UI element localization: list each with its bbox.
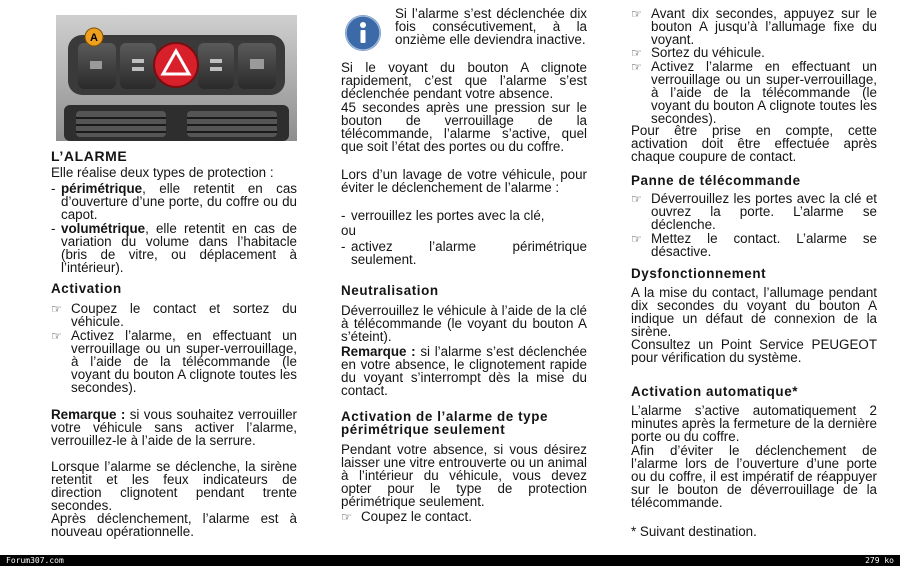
reset-text: Après déclenchement, l’alarme est à nouveau opérationnelle.	[51, 511, 297, 539]
pointer-icon: ☞	[631, 46, 642, 60]
desc-perimeter: , elle retentit en cas d’ouverture d’une porte, du coffre ou du capot.	[61, 181, 297, 222]
pointer-icon: ☞	[341, 510, 352, 524]
neutral-text: Déverrouillez le véhicule à l’aide de la clé à télécommande (le voyant du bouton A s’éteint).	[341, 303, 587, 344]
footnote: * Suivant destination.	[631, 524, 757, 539]
section-title-remote-failure: Panne de télécommande	[631, 173, 801, 188]
perimeter-step-1: ☞ Coupez le contact.	[341, 509, 472, 524]
pointer-icon: ☞	[51, 302, 62, 316]
pointer-icon: ☞	[631, 60, 642, 74]
protection-item-perimeter: - périmétrique, elle retentit en cas d’ouverture d’une porte, du coffre ou du capot.	[51, 181, 297, 222]
section-title-neutralisation: Neutralisation	[341, 283, 439, 298]
wash-text: Lors d’un lavage de votre véhicule, pour éviter le déclenchement de l’alarme :	[341, 167, 587, 195]
pointer-icon: ☞	[631, 192, 642, 206]
malfunction-text: A la mise du contact, l’allumage pendant dix secondes du voyant du bouton A indique un défaut de connexion de la sirène.	[631, 285, 877, 339]
desc-volume: , elle retentit en cas de variation du volume dans l’habitacle (bris de vitre, ou déplacement à l’intérieur).	[61, 221, 297, 275]
console-illustration	[56, 15, 297, 141]
protection-item-volume: - volumétrique, elle retentit en cas de variation du volume dans l’habitacle (bris de vitre, ou déplacement à l’intérieur).	[51, 221, 297, 275]
console-photo	[56, 15, 297, 141]
section-title-alarm: L’ALARME	[51, 148, 128, 164]
pointer-icon: ☞	[51, 329, 62, 343]
blink-text: Si le voyant du bouton A clignote rapidement, c’est que l’alarme s’est déclenchée pendant votre absence.	[341, 60, 587, 101]
auto-activation-text: L’alarme s’active automatiquement 2 minutes après la fermeture de la dernière porte ou du coffre.	[631, 403, 877, 444]
auto-activation-tip: Afin d’éviter le déclenchement de l’alarme lors de l’ouverture d’une porte ou du coffre, il est impératif de réappuyer sur le bouton de déverrouillage de la télécommande.	[631, 443, 877, 510]
remark-neutral: Remarque : si l’alarme s’est déclenchée en votre absence, le clignotement rapide du voyant s’interrompt dès la mise du contact.	[341, 344, 587, 398]
section-title-auto-activation: Activation automatique*	[631, 384, 799, 399]
perimeter-only-text: Pendant votre absence, si vous désirez laisser une vitre entrouverte ou un animal à l’intérieur du véhicule, vous devez opter pour le type de protection périmétrique seulement.	[341, 442, 587, 509]
activation-step-2: ☞ Activez l’alarme, en effectuant un verrouillage ou un super-verrouillage, à l’aide de la télécommande (le voyant du bouton A clignote toutes les secondes).	[51, 328, 297, 395]
wash-option-2: - activez l’alarme périmétrique seulement.	[341, 239, 587, 267]
activation-step-1: ☞ Coupez le contact et sortez du véhicule.	[51, 301, 297, 329]
info-icon	[345, 15, 381, 51]
intro-text: Elle réalise deux types de protection :	[51, 165, 274, 180]
section-title-malfunction: Dysfonctionnement	[631, 266, 767, 281]
perimeter-step-4: ☞ Activez l’alarme en effectuant un verrouillage ou un super-verrouillage, à l’aide de la télécommande (le voyant du bouton A clignote toutes les secondes).	[631, 59, 877, 126]
pointer-icon: ☞	[631, 7, 642, 21]
footer-bar	[0, 555, 900, 566]
wash-option-1: - verrouillez les portes avec la clé,	[341, 208, 545, 223]
auto-arm-text: 45 secondes après une pression sur le bouton de verrouillage de la télécommande, l’alarme s’active, quel que soit l’état des portes ou du coffre.	[341, 100, 587, 154]
term-perimeter: périmétrique	[61, 181, 143, 196]
remote-step-1: ☞ Déverrouillez les portes avec la clé et ouvrez la porte. L’alarme se déclenche.	[631, 191, 877, 232]
section-title-activation: Activation	[51, 281, 122, 296]
section-title-perimeter-only: Activation de l’alarme de type périmétrique seulement	[341, 409, 549, 437]
perimeter-step-2: ☞ Avant dix secondes, appuyez sur le bouton A jusqu’à l’allumage fixe du voyant.	[631, 6, 877, 47]
siren-text: Lorsque l’alarme se déclenche, la sirène retentit et les feux indicateurs de direction clignotent pendant trente secondes.	[51, 459, 297, 513]
term-volume: volumétrique	[61, 221, 146, 236]
or-text: ou	[341, 223, 356, 238]
activation-note: Pour être prise en compte, cette activation doit être effectuée après chaque coupure de contact.	[631, 123, 877, 164]
remote-step-2: ☞ Mettez le contact. L’alarme se désactive.	[631, 231, 877, 259]
pointer-icon: ☞	[631, 232, 642, 246]
remark-lock: Remarque : si vous souhaitez verrouiller votre véhicule sans activer l’alarme, verrouillez-le à l’aide de la serrure.	[51, 407, 297, 448]
service-text: Consultez un Point Service PEUGEOT pour vérification du système.	[631, 337, 877, 365]
footer-size: 279 ko	[865, 556, 894, 565]
remark-label: Remarque :	[51, 407, 126, 422]
button-a-label: A	[90, 32, 98, 44]
perimeter-step-3: ☞ Sortez du véhicule.	[631, 45, 765, 60]
info-note: Si l’alarme s’est déclenchée dix fois consécutivement, à la onzième elle deviendra inactive.	[395, 6, 587, 47]
footer-site: Forum307.com	[6, 556, 64, 565]
